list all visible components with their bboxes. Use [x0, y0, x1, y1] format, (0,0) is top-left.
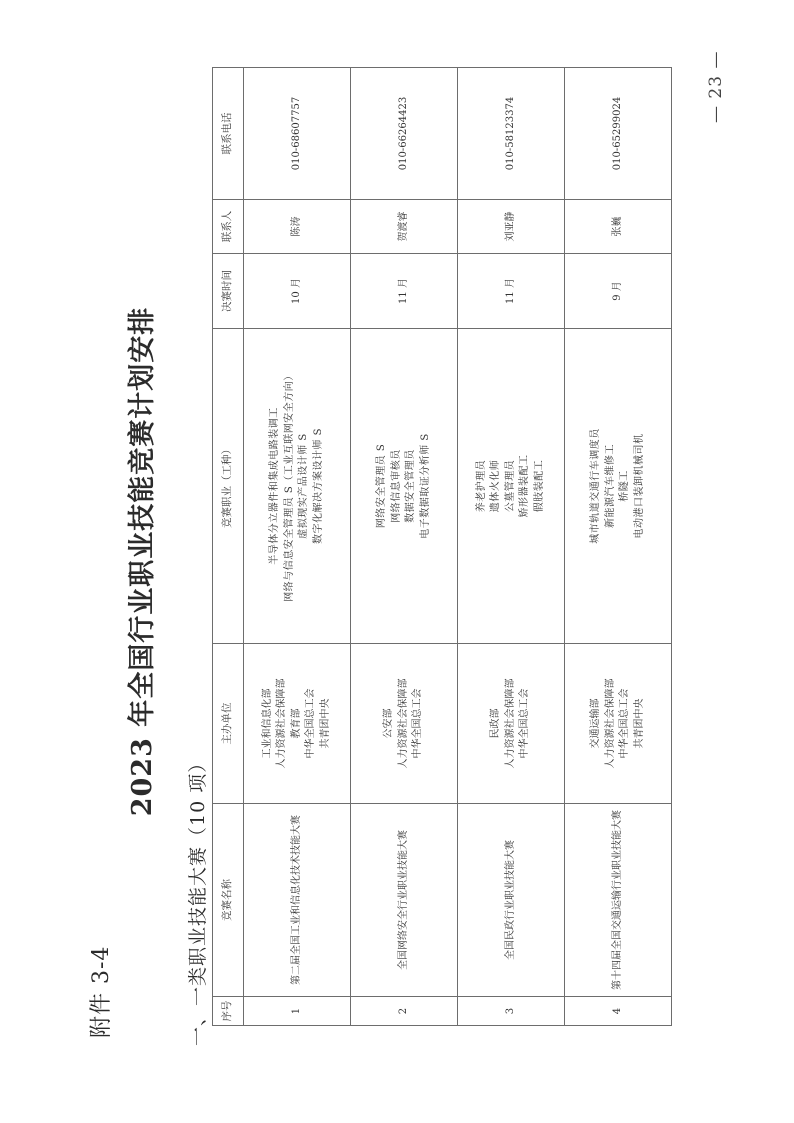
- organizer-line: 民政部: [490, 708, 502, 739]
- organizer-line: 中华全国总工会: [619, 688, 630, 759]
- occupation-line: 电子数据取证分析师 S: [419, 433, 431, 539]
- organizer-line: 人力资源社会保障部: [504, 678, 516, 769]
- cell-contact: 刘亚静: [458, 200, 565, 254]
- occupation-line: 半导体分立器件和集成电路装调工: [269, 407, 280, 565]
- header-index: 序号: [213, 997, 244, 1026]
- table-row: [565, 68, 672, 1026]
- occupation-line: 养老护理员: [475, 459, 487, 513]
- occupation-line: 遗体火化师: [490, 459, 502, 513]
- occupation-line: 矫形器装配工: [519, 454, 531, 518]
- cell-final-time: 11 月: [351, 254, 458, 329]
- cell-final-time: 10 月: [244, 254, 351, 329]
- occupation-line: 虚拟现实产品设计师 S: [298, 433, 309, 539]
- header-name: 竞赛名称: [213, 804, 244, 997]
- organizer-line: 交通运输部: [590, 698, 601, 749]
- cell-occupations: [244, 329, 351, 644]
- occupation-line: 数字化解决方案设计师 S: [312, 427, 324, 545]
- organizer-line: 中华全国总工会: [519, 688, 531, 759]
- occupation-line: 假肢装配工: [533, 459, 545, 513]
- organizer-line: 共青团中央: [633, 698, 645, 749]
- cell-phone: 010-66264423: [351, 68, 458, 200]
- occupation-line: 网络与信息安全管理员 S（工业互联网安全方向）: [283, 370, 295, 602]
- competition-table: [212, 67, 672, 1026]
- document-title: 2023 年全国行业职业技能竞赛计划安排: [127, 306, 158, 817]
- cell-occupations: [458, 329, 565, 644]
- occupation-line: 数据安全管理员: [405, 449, 416, 523]
- cell-phone: 010-68607757: [244, 68, 351, 200]
- occupation-line: 城市轨道交通行车调度员: [590, 428, 601, 544]
- cell-index: 1: [244, 997, 351, 1026]
- organizer-line: 中华全国总工会: [305, 688, 317, 759]
- header-phone: 联系电话: [213, 68, 244, 200]
- cell-name: 第二届全国工业和信息化技术技能大赛: [244, 804, 351, 997]
- cell-organizers: [244, 644, 351, 804]
- organizer-line: 人力资源社会保障部: [276, 678, 288, 769]
- occupation-line: 电动港口装卸机械司机: [633, 433, 645, 539]
- organizer-line: 教育部: [290, 708, 302, 739]
- organizer-line: 共青团中央: [319, 698, 331, 749]
- cell-organizers: [351, 644, 458, 804]
- organizer-line: 工业和信息化部: [261, 688, 273, 759]
- cell-final-time: 11 月: [458, 254, 565, 329]
- attachment-label: 附件 3-4: [89, 945, 114, 1038]
- cell-phone: 010-65299024: [565, 68, 672, 200]
- occupation-line: 公墓管理员: [504, 459, 516, 513]
- table-row: [244, 68, 351, 1026]
- occupation-line: 新能源汽车维修工: [604, 444, 616, 528]
- table-header-row: [213, 68, 244, 1026]
- cell-name: 全国网络安全行业职业技能大赛: [351, 804, 458, 997]
- cell-index: 4: [565, 997, 672, 1026]
- header-organizers: 主办单位: [213, 644, 244, 804]
- organizer-line: 公安部: [383, 708, 395, 739]
- cell-occupations: [565, 329, 672, 644]
- cell-contact: 贺渡睿: [351, 200, 458, 254]
- organizer-line: 人力资源社会保障部: [604, 678, 616, 769]
- header-final-time: 决赛时间: [213, 254, 244, 329]
- header-contact: 联系人: [213, 200, 244, 254]
- cell-occupations: [351, 329, 458, 644]
- cell-phone: 010-58123374: [458, 68, 565, 200]
- cell-organizers: [565, 644, 672, 804]
- table-row: [458, 68, 565, 1026]
- organizer-line: 人力资源社会保障部: [397, 678, 409, 769]
- cell-contact: 张巍: [565, 200, 672, 254]
- page-number: — 23 —: [706, 50, 726, 123]
- occupation-line: 网络安全管理员 S: [376, 443, 387, 529]
- cell-final-time: 9 月: [565, 254, 672, 329]
- cell-index: 3: [458, 997, 565, 1026]
- header-occupations: 竞赛职业（工种）: [213, 329, 244, 644]
- cell-name: 第十四届全国交通运输行业职业技能大赛: [565, 804, 672, 997]
- organizer-line: 中华全国总工会: [412, 688, 424, 759]
- section-heading: 一、一类职业技能大赛（10 项）: [187, 752, 209, 1046]
- cell-name: 全国民政行业职业技能大赛: [458, 804, 565, 997]
- occupation-line: 网络信息审核员: [390, 449, 402, 523]
- cell-index: 2: [351, 997, 458, 1026]
- table-row: [351, 68, 458, 1026]
- cell-contact: 陈涛: [244, 200, 351, 254]
- occupation-line: 桥隧工: [619, 470, 630, 502]
- cell-organizers: [458, 644, 565, 804]
